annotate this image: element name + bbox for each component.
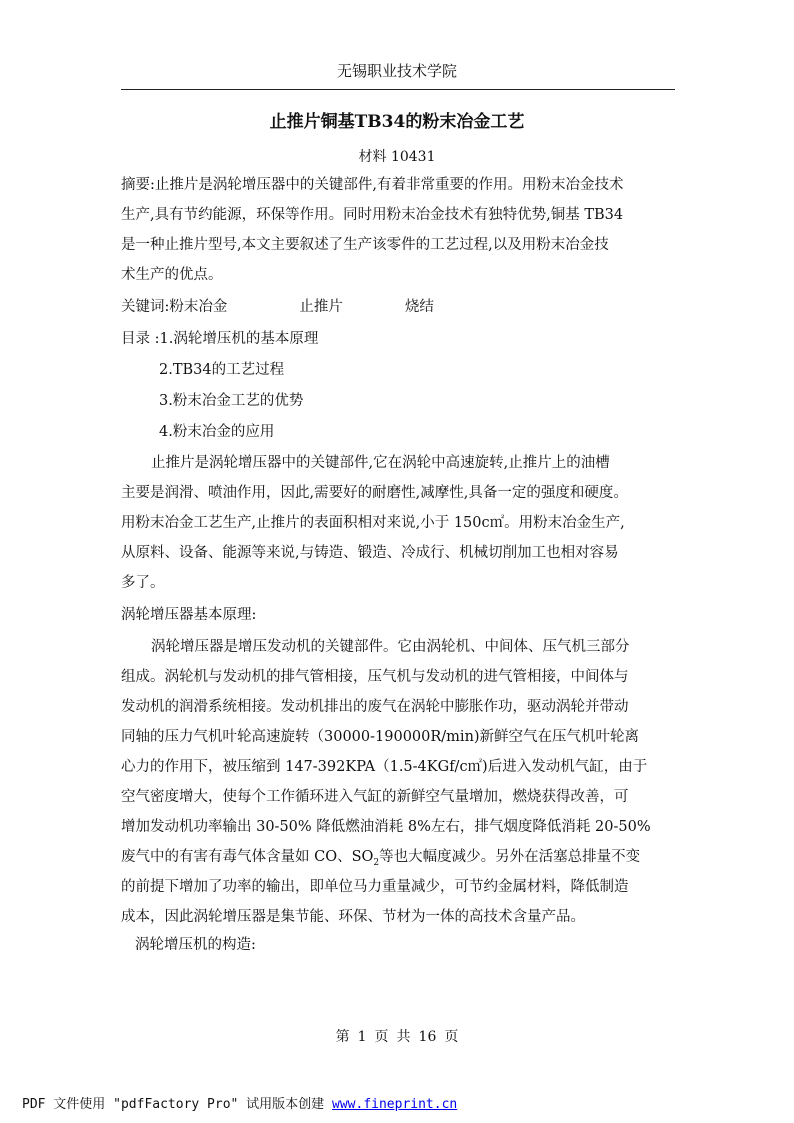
section1-line: 同轴的压力气机叶轮高速旋转（30000-190000R/min)新鲜空气在压气机叶轮离 [121, 729, 640, 745]
intro-line: 从原料、设备、能源等来说,与铸造、锻造、冷成行、机械切削加工也相对容易 [121, 545, 619, 561]
keyword: 止推片 [299, 299, 343, 315]
abstract-line: 术生产的优点。 [121, 267, 223, 283]
pdf-creator-note [22, 1093, 457, 1112]
footer-text: 页 [374, 1029, 389, 1045]
intro-line: 用粉末冶金工艺生产,止推片的表面积相对来说,小于 150c㎡。用粉末冶金生产, [121, 515, 625, 531]
page-number: 1 [357, 1029, 367, 1045]
toc-item: 2.TB34的工艺过程 [159, 362, 285, 378]
header-rule [121, 89, 675, 90]
section1-line: 组成。涡轮机与发动机的排气管相接，压气机与发动机的进气管相接，中间体与 [121, 669, 629, 685]
header-institution: 无锡职业技术学院 [336, 62, 457, 80]
abstract-line: 是一种止推片型号,本文主要叙述了生产该零件的工艺过程,以及用粉末冶金技 [121, 237, 609, 253]
section1-line: 空气密度增大，使每个工作循环进入气缸的新鲜空气量增加，燃烧获得改善，可 [121, 789, 629, 805]
section1-line: 发动机的润滑系统相接。发动机排出的废气在涡轮中膨胀作功，驱动涡轮并带动 [121, 699, 629, 715]
page-footer [0, 1026, 794, 1046]
page-total: 16 [418, 1029, 437, 1045]
section1-line: 心力的作用下，被压缩到 147-392KPA（1.5-4KGf/c㎡)后进入发动机气缸，由于 [121, 759, 648, 775]
abstract-line: 生产,具有节约能源，环保等作用。同时用粉末冶金技术有独特优势,铜基 TB34 [121, 207, 624, 223]
intro-line: 主要是润滑、喷油作用，因此,需要好的耐磨性,减摩性,具备一定的强度和硬度。 [121, 485, 628, 501]
section1-line [121, 842, 681, 872]
document-title: 止推片铜基TB34的粉末冶金工艺 [269, 112, 525, 132]
section1-line-part: 等也大幅度减少。另外在活塞总排量不变 [379, 849, 641, 865]
document-author: 材料 10431 [358, 149, 436, 165]
intro-line: 多了。 [121, 575, 165, 591]
toc-item: 4.粉末冶金的应用 [159, 424, 275, 440]
footer-text: 第 [335, 1029, 350, 1045]
subscript: 2 [373, 857, 380, 868]
keyword: 烧结 [404, 299, 434, 315]
toc-label: 目录 :1.涡轮增压机的基本原理 [121, 331, 319, 347]
intro-line: 止推片是涡轮增压器中的关键部件,它在涡轮中高速旋转,止推片上的油槽 [151, 455, 610, 471]
section1-line: 的前提下增加了功率的输出，即单位马力重量减少，可节约金属材料，降低制造 [121, 879, 629, 895]
fineprint-link[interactable]: www.fineprint.cn [332, 1097, 458, 1112]
section1-line-part: 废气中的有害有毒气体含量如 CO、SO [121, 849, 374, 865]
section1-line: 成本，因此涡轮增压器是集节能、环保、节材为一体的高技术含量产品。 [121, 909, 585, 925]
section1-line: 增加发动机功率输出 30-50% 降低燃油消耗 8%左右，排气烟度降低消耗 20-50% [121, 819, 651, 835]
footer-text: 页 [444, 1029, 459, 1045]
pdf-note-text: PDF 文件使用 "pdfFactory Pro" 试用版本创建 [22, 1097, 333, 1112]
section1-line: 涡轮增压器是增压发动机的关键部件。它由涡轮机、中间体、压气机三部分 [151, 639, 630, 655]
document-body [121, 170, 681, 960]
footer-text: 共 [396, 1029, 411, 1045]
keywords-line [121, 292, 681, 322]
abstract-line: 摘要:止推片是涡轮增压器中的关键部件,有着非常重要的作用。用粉末冶金技术 [121, 177, 624, 193]
section-heading: 涡轮增压机的构造: [135, 937, 256, 953]
toc-item: 3.粉末冶金工艺的优势 [159, 393, 304, 409]
keywords-label: 关键词:粉末冶金 [121, 299, 228, 315]
section-heading: 涡轮增压器基本原理: [121, 607, 257, 623]
